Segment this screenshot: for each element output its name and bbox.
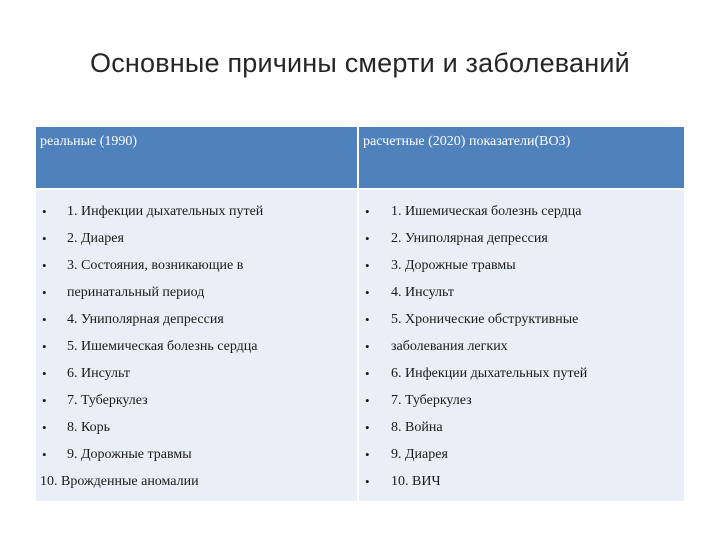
bullet-icon: • [365, 366, 370, 381]
bullet-icon: • [42, 231, 47, 246]
list-item-text: 4. Инсульт [391, 285, 454, 300]
list-item [359, 279, 684, 306]
bullet-icon: • [365, 447, 370, 462]
header-forecast-2020: расчетные (2020) показатели(ВОЗ) [358, 127, 684, 189]
list-item [359, 387, 684, 414]
list-item [359, 225, 684, 252]
list-item [36, 279, 357, 306]
bullet-icon: • [365, 285, 370, 300]
table-body-row [36, 189, 684, 501]
list-item-text: 2. Диарея [67, 231, 124, 246]
bullet-icon: • [365, 231, 370, 246]
list-item-text: 2. Униполярная депрессия [391, 231, 548, 246]
bullet-icon: • [42, 312, 47, 327]
list-item [36, 198, 357, 225]
list-item-text: заболевания легких [391, 339, 508, 354]
list-item-text: 1. Инфекции дыхательных путей [67, 204, 264, 219]
bullet-icon: • [42, 420, 47, 435]
table-header-row [36, 127, 684, 189]
list-item [359, 360, 684, 387]
list-item-text: 10. ВИЧ [391, 474, 441, 489]
list-item [36, 306, 357, 333]
bullet-icon: • [365, 258, 370, 273]
list-item [36, 414, 357, 441]
list-item [36, 387, 357, 414]
list-item-text: 4. Униполярная депрессия [67, 312, 224, 327]
list-item-text: 6. Инфекции дыхательных путей [391, 366, 588, 381]
causes-table [36, 127, 684, 501]
list-item-text: 3. Состояния, возникающие в [67, 258, 244, 273]
bullet-icon: • [365, 339, 370, 354]
bullet-icon: • [42, 447, 47, 462]
list-item-text: 3. Дорожные травмы [391, 258, 516, 273]
bullet-icon: • [42, 258, 47, 273]
list-item-text: 1. Ишемическая болезнь сердца [391, 204, 582, 219]
list-item [359, 441, 684, 468]
slide-title: Основные причины смерти и заболеваний [90, 48, 630, 78]
list-item [36, 360, 357, 387]
list-item-text: 7. Туберкулез [391, 393, 472, 408]
bullet-icon: • [365, 393, 370, 408]
list-item [36, 252, 357, 279]
list-item-text: 9. Дорожные травмы [67, 447, 192, 462]
list-item [359, 306, 684, 333]
list-item [36, 468, 357, 495]
list-item-text: 7. Туберкулез [67, 393, 148, 408]
list-item-text: 9. Диарея [391, 447, 448, 462]
list-item [359, 468, 684, 495]
list-item [36, 225, 357, 252]
header-real-1990: реальные (1990) [36, 127, 358, 189]
bullet-icon: • [365, 312, 370, 327]
list-item [36, 441, 357, 468]
bullet-icon: • [365, 474, 370, 489]
forecast-causes-cell [358, 189, 684, 501]
list-item-text: 8. Корь [67, 420, 111, 435]
list-item-text: 10. Врожденные аномалии [40, 474, 199, 489]
real-causes-cell [36, 189, 358, 501]
list-item [359, 333, 684, 360]
list-item-text: 8. Война [391, 420, 443, 435]
list-item [359, 198, 684, 225]
bullet-icon: • [365, 420, 370, 435]
bullet-icon: • [42, 204, 47, 219]
bullet-icon: • [42, 285, 47, 300]
bullet-icon: • [42, 393, 47, 408]
bullet-icon: • [42, 339, 47, 354]
list-item [359, 414, 684, 441]
list-item [359, 252, 684, 279]
list-item-text: 6. Инсульт [67, 366, 130, 381]
list-item-text: 5. Хронические обструктивные [391, 312, 579, 327]
list-item-text: 5. Ишемическая болезнь сердца [67, 339, 258, 354]
list-item [36, 333, 357, 360]
bullet-icon: • [365, 204, 370, 219]
bullet-icon: • [42, 366, 47, 381]
list-item-text: перинатальный период [67, 285, 205, 300]
